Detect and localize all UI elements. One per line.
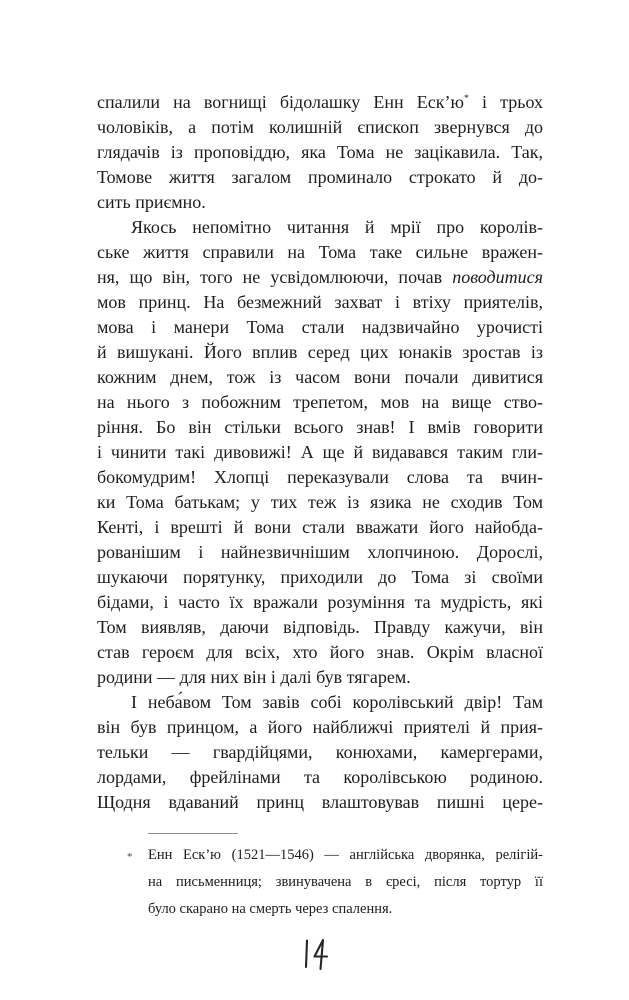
page-number-numeral [294,936,336,972]
text-line: Щодня вдаваний принц влаштовував пишні цере- [97,792,543,812]
page-number [0,936,629,972]
digit-1 [306,941,307,968]
text-line: ріння. Бо він стільки всього знав! І вмів говорити [97,417,543,437]
text-line: І неба́вом Том завів собі королівський двір! Там [131,692,543,712]
text-line: рованішим і найнезвичнішим хлопчиною. Дорослі, [97,542,543,562]
text-line: сить приємно. [97,192,206,212]
text-line: бокомудрим! Хлопці переказували слова та вчин- [97,467,543,487]
footnote [97,833,543,923]
footnote-marker: * [127,851,133,863]
text-line: родини — для них він і далі був тягарем. [97,667,411,687]
text-line: лордами, фрейлінами та королівською родиною. [97,767,543,787]
text-line: Кенті, і врешті й вони стали вважати його найобда- [97,517,543,537]
footnote-line: було скарано на смерть через спалення. [148,901,393,917]
text-line: він був принцом, а його найближчі приятелі й прия- [97,717,543,737]
text-line: ки Тома батькам; у тих теж із язика не сходив Том [97,492,543,512]
text-line: кожним днем, тож із часом вони почали дивитися [97,367,543,387]
text-line: мов принц. На безмежний захват і втіху приятелів, [97,292,543,312]
text-line: мова і манери Тома стали надзвичайно урочисті [97,317,543,337]
text-line: ське життя справили на Тома таке сильне вражен- [97,242,543,262]
text-line: тельки — гвардійцями, конюхами, камергерами, [97,742,543,762]
text-line: став героєм для всіх, хто його знав. Окрім власної [97,642,543,662]
text-line: чоловіків, а потім колишній єпископ звернувся до [97,117,543,137]
footnote-line: Енн Еск’ю (1521—1546) — англійська дворянка, релігій- [148,847,543,863]
text-line: бідами, і часто їх вражали розуміння та мудрість, які [97,592,543,612]
text-line: Якось непомітно читання й мрії про королів- [131,217,543,237]
text-line: й вишукані. Його вплив серед цих юнаків зростав із [97,342,543,362]
footnote-text [148,842,543,923]
footnote-ref-asterisk: * [463,93,469,104]
italic-text: поводитися [452,267,543,287]
text-line: ня, що він, того не усвідомлюючи, почав поводитися [97,267,543,287]
text-line: і чинити такі дивовижі! А ще й видавався таким гли- [97,442,543,462]
digit-4 [314,940,327,969]
text-line: спалили на вогнищі бідолашку Енн Еск’ю* і трьох [97,92,543,112]
text-line: Томове життя загалом проминало строкато й до- [97,167,543,187]
footnote-line: на письменниця; звинувачена в єресі, після тортур її [148,874,543,890]
body-text [97,90,543,815]
text-line: шукаючи порятунку, приходили до Тома зі своїми [97,567,543,587]
text-line: глядачів із проповіддю, яка Тома не зацікавила. Так, [97,142,543,162]
text-line: Том виявляв, даючи відповідь. Правду кажучи, він [97,617,543,637]
text-line: на нього з побожним трепетом, мов на вище ство- [97,392,543,412]
footnote-rule [148,833,238,834]
